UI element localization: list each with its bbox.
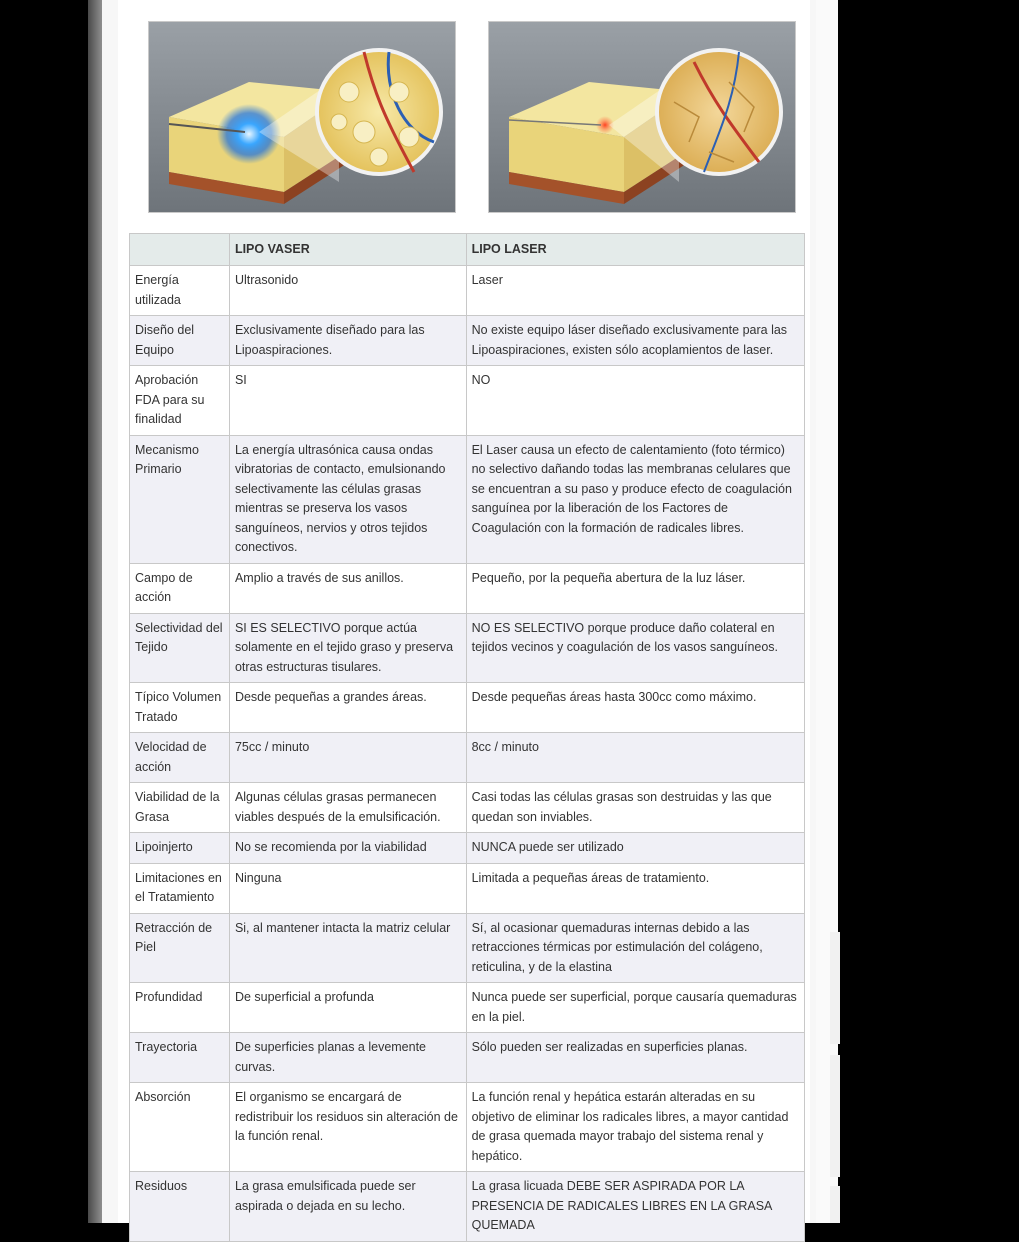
laser-cell: Sólo pueden ser realizadas en superficies planas. [466,1033,804,1083]
row-label: Velocidad de acción [130,733,230,783]
laser-cell: La grasa licuada DEBE SER ASPIRADA POR LA PRESENCIA DE RADICALES LIBRES EN LA GRASA QUEMADA [466,1172,804,1242]
row-label: Viabilidad de la Grasa [130,783,230,833]
table-row [130,783,805,833]
vaser-cell: No se recomienda por la viabilidad [229,833,466,864]
vaser-cell: Algunas células grasas permanecen viables después de la emulsificación. [229,783,466,833]
vaser-cell: Desde pequeñas a grandes áreas. [229,683,466,733]
laser-cell: NO ES SELECTIVO porque produce daño colateral en tejidos vecinos y coagulación de los vasos sanguíneos. [466,613,804,683]
table-row [130,1033,805,1083]
laser-cell: Laser [466,266,804,316]
row-label: Energía utilizada [130,266,230,316]
laser-cell: No existe equipo láser diseñado exclusivamente para las Lipoaspiraciones, existen sólo acoplamientos de laser. [466,316,804,366]
vaser-cell: Amplio a través de sus anillos. [229,563,466,613]
header-empty [130,234,230,266]
laser-tissue-illustration [488,21,796,213]
table-row [130,563,805,613]
table-row [130,983,805,1033]
laser-cell: NUNCA puede ser utilizado [466,833,804,864]
side-widget[interactable] [830,1186,840,1223]
laser-cell: Limitada a pequeñas áreas de tratamiento. [466,863,804,913]
vaser-cell: De superficial a profunda [229,983,466,1033]
row-label: Mecanismo Primario [130,435,230,563]
row-label: Campo de acción [130,563,230,613]
side-widget[interactable] [830,1055,840,1177]
vaser-cell: El organismo se encargará de redistribuir los residuos sin alteración de la función renal. [229,1083,466,1172]
table-row [130,913,805,983]
table-header-row [130,234,805,266]
table-row [130,863,805,913]
table-row [130,613,805,683]
table-row [130,683,805,733]
laser-cell: Nunca puede ser superficial, porque causaría quemaduras en la piel. [466,983,804,1033]
vaser-cell: Ultrasonido [229,266,466,316]
table-row [130,435,805,563]
row-label: Trayectoria [130,1033,230,1083]
row-label: Absorción [130,1083,230,1172]
table-row [130,733,805,783]
row-label: Residuos [130,1172,230,1242]
header-lipo-vaser: LIPO VASER [229,234,466,266]
comparison-table [129,233,805,1242]
row-label: Diseño del Equipo [130,316,230,366]
vaser-cell: La energía ultrasónica causa ondas vibratorias de contacto, emulsionando selectivamente las células grasas mientras se preserva los vasos sanguíneos, nervios y otros tejidos conectivos. [229,435,466,563]
vaser-cell: La grasa emulsificada puede ser aspirada o dejada en su lecho. [229,1172,466,1242]
vaser-tissue-illustration [148,21,456,213]
table-row [130,366,805,436]
table-row [130,1172,805,1242]
row-label: Típico Volumen Tratado [130,683,230,733]
vaser-cell: SI [229,366,466,436]
vaser-cell: 75cc / minuto [229,733,466,783]
row-label: Limitaciones en el Tratamiento [130,863,230,913]
header-lipo-laser: LIPO LASER [466,234,804,266]
table-row [130,266,805,316]
table-row [130,316,805,366]
row-label: Lipoinjerto [130,833,230,864]
viewer-frame [88,0,102,1223]
laser-cell: 8cc / minuto [466,733,804,783]
vaser-cell: De superficies planas a levemente curvas. [229,1033,466,1083]
vaser-cell: Si, al mantener intacta la matriz celular [229,913,466,983]
laser-cell: Pequeño, por la pequeña abertura de la luz láser. [466,563,804,613]
laser-cell: La función renal y hepática estarán alteradas en su objetivo de eliminar los radicales libres, a mayor cantidad de grasa quemada mayor trabajo del sistema renal y hepático. [466,1083,804,1172]
row-label: Selectividad del Tejido [130,613,230,683]
row-label: Profundidad [130,983,230,1033]
laser-cell: Sí, al ocasionar quemaduras internas debido a las retracciones térmicas por estimulación del colágeno, reticulina, y de la elastina [466,913,804,983]
vaser-cell: SI ES SELECTIVO porque actúa solamente en el tejido graso y preserva otras estructuras tisulares. [229,613,466,683]
laser-cell: Desde pequeñas áreas hasta 300cc como máximo. [466,683,804,733]
vaser-cell: Ninguna [229,863,466,913]
row-label: Retracción de Piel [130,913,230,983]
row-label: Aprobación FDA para su finalidad [130,366,230,436]
table-row [130,1083,805,1172]
vaser-cell: Exclusivamente diseñado para las Lipoaspiraciones. [229,316,466,366]
table-row [130,833,805,864]
side-widget[interactable] [830,932,840,1044]
laser-cell: Casi todas las células grasas son destruidas y las que quedan son inviables. [466,783,804,833]
laser-cell: NO [466,366,804,436]
laser-cell: El Laser causa un efecto de calentamiento (foto térmico) no selectivo dañando todas las membranas celulares que se encuentran a su paso y produce efecto de coagulación sanguínea por la liberación de los Factores de Coagulación con la formación de radicales libres. [466,435,804,563]
